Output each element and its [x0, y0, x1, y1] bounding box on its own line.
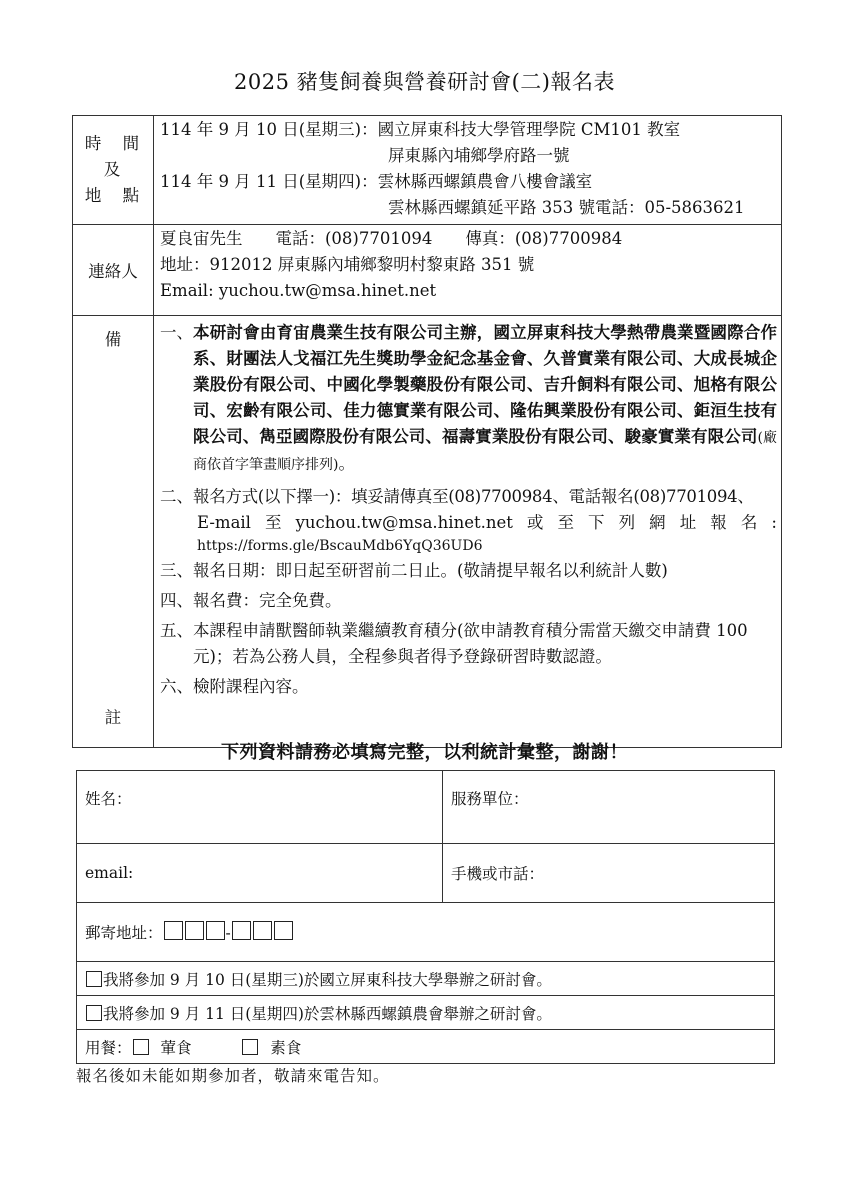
form-row-name-unit [77, 771, 775, 844]
phone-label: 手機或市話： [451, 865, 545, 883]
note-item-1 [160, 320, 777, 478]
notes-label [73, 316, 154, 748]
note-2-word: 報 [710, 513, 727, 532]
note-item-3 [160, 558, 777, 584]
note-text-1-end: 。 [338, 454, 355, 473]
form-row-email-phone [77, 844, 775, 903]
note-item-6 [160, 674, 777, 700]
footer-note: 報名後如未能如期參加者，敬請來電告知。 [76, 1067, 390, 1085]
note-num-5: 五、 [160, 621, 193, 640]
postal-code-boxes[interactable] [163, 924, 294, 942]
address-label: 郵寄地址： [85, 924, 163, 942]
note-text-1-order: (廠商依首字筆畫順序排列) [193, 430, 778, 473]
notes-row [73, 316, 782, 748]
form-row-meal [77, 1030, 775, 1064]
session2-address: 雲林縣西螺鎮延平路 353 號電話：05-5863621 [388, 198, 745, 217]
attend-checkbox-1[interactable] [86, 971, 102, 987]
label-place: 地 點 [84, 186, 148, 205]
label-and: 及 [103, 160, 129, 179]
meal-veg-label: 素食 [270, 1038, 302, 1057]
contact-value [154, 225, 782, 316]
name-label: 姓名： [85, 790, 132, 808]
attend-checkbox-2[interactable] [86, 1005, 102, 1021]
note-2-word: 址 [679, 513, 697, 532]
note-2-word: 或 [526, 513, 544, 532]
event-info-table [72, 115, 782, 748]
meal-veg-checkbox[interactable] [242, 1039, 258, 1055]
email-label: email: [85, 864, 134, 882]
note-2-word: E-mail [197, 513, 251, 532]
note-text-4: 報名費：完全免費。 [193, 591, 342, 610]
note-text-3: 報名日期：即日起至研習前二日止。(敬請提早報名以利統計人數) [193, 561, 668, 580]
postal-box[interactable] [185, 921, 204, 940]
note-num-2: 二、 [160, 487, 193, 506]
contact-row [73, 225, 782, 316]
attend-option-1-label: 我將參加 9 月 10 日(星期三)於國立屏東科技大學舉辦之研討會。 [103, 970, 552, 989]
postal-box[interactable] [274, 921, 293, 940]
contact-label: 連絡人 [73, 225, 154, 316]
attend-option-1[interactable] [77, 962, 775, 996]
time-place-value [154, 116, 782, 225]
contact-address: 地址：912012 屏東縣內埔鄉黎明村黎東路 351 號 [160, 255, 535, 274]
postal-box[interactable] [206, 921, 225, 940]
session1-address: 屏東縣內埔鄉學府路一號 [388, 146, 570, 165]
note-item-2 [160, 484, 777, 556]
unit-label: 服務單位： [451, 790, 529, 808]
note-2-word: 列 [618, 513, 636, 532]
phone-field[interactable] [443, 844, 775, 903]
registration-form [76, 770, 775, 1064]
postal-dash: - [225, 924, 231, 942]
notes-label-top: 備 [104, 330, 122, 349]
label-time: 時 間 [84, 134, 148, 153]
note-2-word: 名 [740, 513, 758, 532]
postal-box[interactable] [232, 921, 251, 940]
note-2-word: 至 [557, 513, 574, 532]
note-num-3: 三、 [160, 561, 193, 580]
unit-field[interactable] [443, 771, 775, 844]
form-heading: 下列資料請務必填寫完整，以利統計彙整，謝謝！ [221, 742, 628, 763]
session2-time: 114 年 9 月 11 日(星期四)：雲林縣西螺鎮農會八樓會議室 [160, 172, 593, 191]
note-text-6: 檢附課程內容。 [193, 677, 309, 696]
time-place-row [73, 116, 782, 225]
registration-url[interactable]: https://forms.gle/BscauMdb6YqQ36UD6 [197, 538, 483, 554]
note-2-word: 網 [649, 513, 666, 532]
meal-label: 用餐： [85, 1038, 132, 1057]
meal-meat-checkbox[interactable] [133, 1039, 149, 1055]
notes-value [154, 316, 782, 748]
form-row-option-1 [77, 962, 775, 996]
note-num-6: 六、 [160, 677, 193, 696]
form-row-option-2 [77, 996, 775, 1030]
page-title: 2025 豬隻飼養與營養研討會(二)報名表 [233, 70, 615, 94]
address-field[interactable] [77, 903, 775, 962]
note-2-word: 至 [265, 513, 282, 532]
note-2-word: 下 [588, 513, 605, 532]
session1-time: 114 年 9 月 10 日(星期三)：國立屏東科技大學管理學院 CM101 教室 [160, 120, 681, 139]
meal-meat-label: 葷食 [160, 1038, 192, 1057]
note-num-4: 四、 [160, 591, 193, 610]
contact-person-phone-fax: 夏良宙先生 電話：(08)7701094 傳真：(08)7700984 [160, 229, 623, 248]
note-2-word: yuchou.tw@msa.hinet.net [295, 513, 513, 532]
note-item-4 [160, 588, 777, 614]
attend-option-2-label: 我將參加 9 月 11 日(星期四)於雲林縣西螺鎮農會舉辦之研討會。 [103, 1004, 552, 1023]
notes-label-bottom: 註 [104, 708, 122, 727]
time-place-label [73, 116, 154, 225]
postal-box[interactable] [164, 921, 183, 940]
note-text-5: 本課程申請獸醫師執業繼續教育積分(欲申請教育積分需當天繳交申請費 100 元)；若為公務人員，全程參與者得予登錄研習時數認證。 [193, 621, 748, 666]
contact-email: Email: yuchou.tw@msa.hinet.net [160, 281, 437, 300]
note-text-2-line2 [193, 510, 777, 536]
email-field[interactable] [77, 844, 443, 903]
note-item-5 [160, 618, 777, 670]
name-field[interactable] [77, 771, 443, 844]
meal-field [77, 1030, 775, 1064]
note-text-2-line1: 報名方式(以下擇一)：填妥請傳真至(08)7700984、電話報名(08)7701094、 [193, 487, 754, 506]
postal-box[interactable] [253, 921, 272, 940]
note-num-1: 一、 [160, 323, 193, 342]
note-2-word: : [771, 513, 777, 532]
note-text-1: 本研討會由育宙農業生技有限公司主辦，國立屏東科技大學熱帶農業暨國際合作系、財團法人戈福江先生獎助學金紀念基金會、久普實業有限公司、大成長城企業股份有限公司、中國化學製藥股份有限公司、吉升飼料有限公司、旭格有限公司、宏齡有限公司、佳力德實業有限公司、隆佑興業股份有限公司、鉅洹生技有限公司、雋亞國際股份有限公司、福壽實業股份有限公司、駿豪實業有限公司 [193, 323, 777, 446]
attend-option-2[interactable] [77, 996, 775, 1030]
form-row-address [77, 903, 775, 962]
